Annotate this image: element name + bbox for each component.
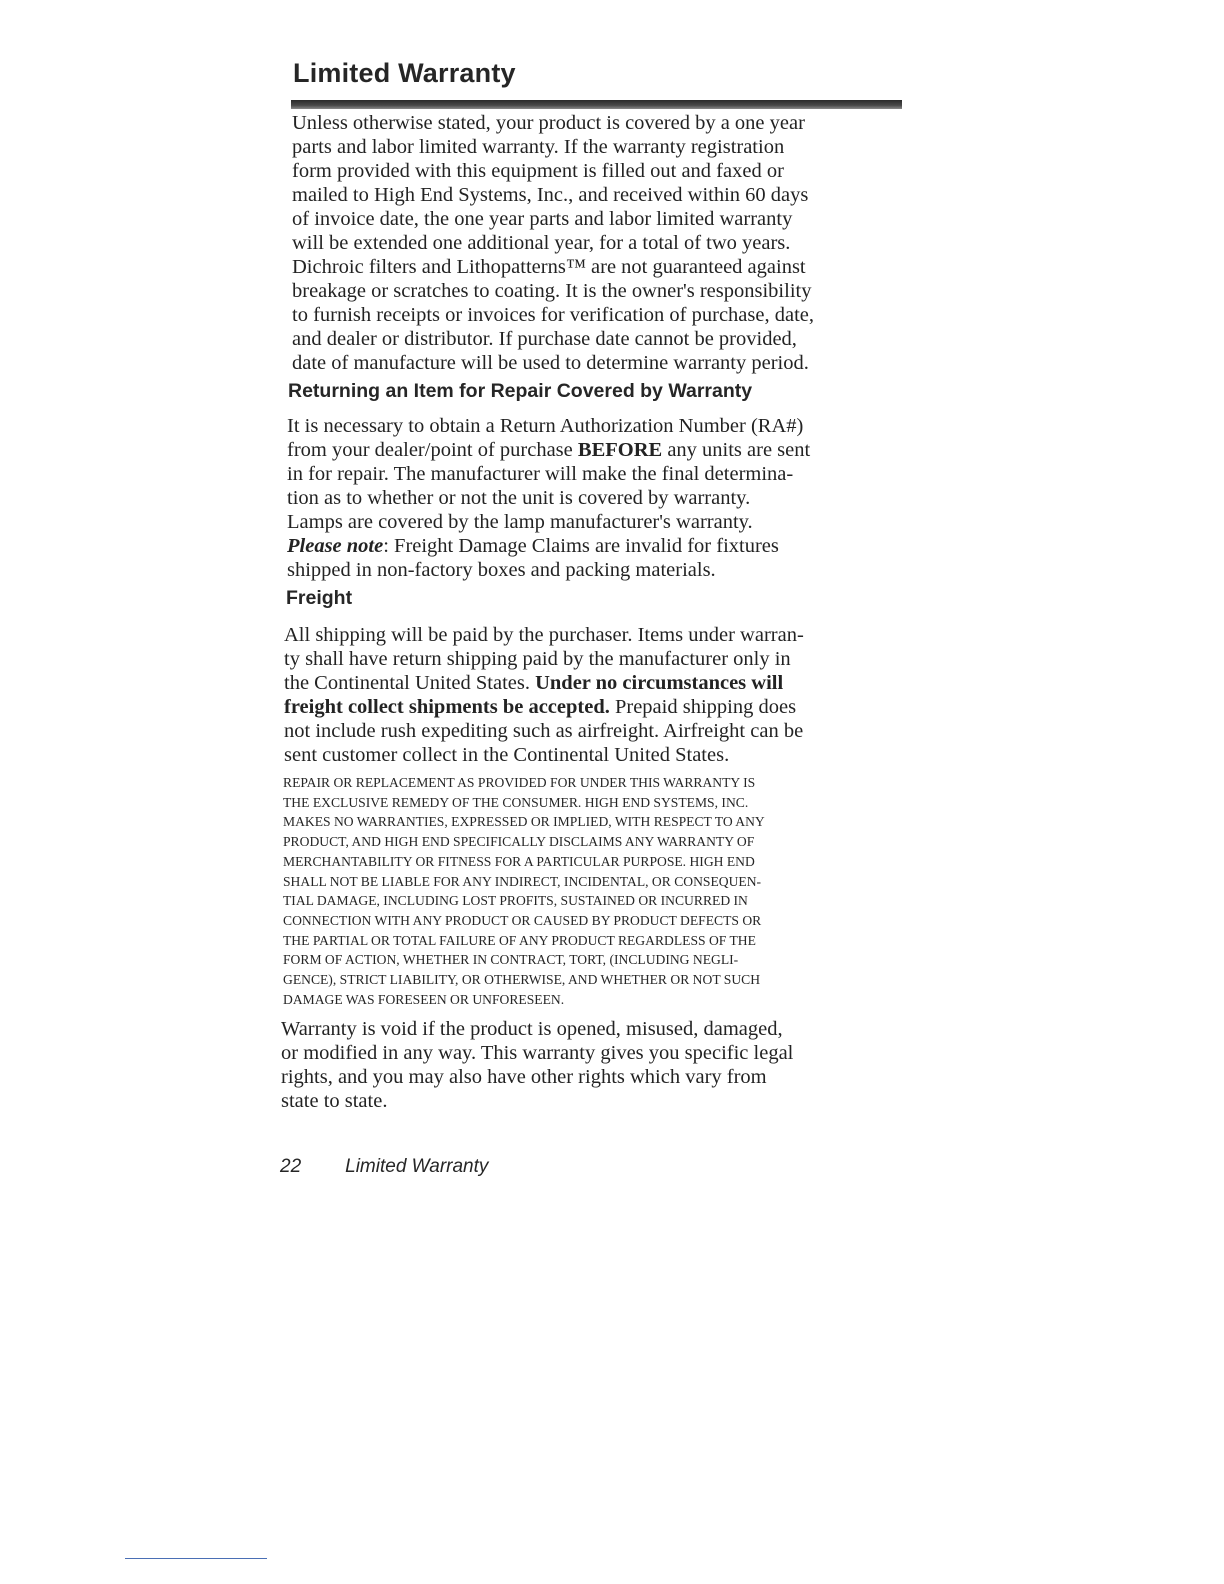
text-line: state to state.: [281, 1090, 388, 1112]
text-line: to furnish receipts or invoices for verification of purchase, date,: [292, 304, 814, 326]
text-line: freight collect shipments be accepted. Prepaid shipping does: [284, 696, 797, 718]
text-line: date of manufacture will be used to determine warranty period.: [292, 352, 809, 374]
text-line: form provided with this equipment is filled out and faxed or: [292, 160, 784, 182]
text-line: or modified in any way. This warranty gives you specific legal: [281, 1042, 794, 1064]
text-line: will be extended one additional year, for a total of two years.: [292, 232, 791, 254]
text-line: from your dealer/point of purchase BEFORE any units are sent: [287, 439, 811, 461]
freight-emphasis: freight collect shipments be accepted.: [284, 696, 610, 718]
void-clause-paragraph: [281, 1017, 793, 1113]
intro-paragraph: [292, 111, 814, 375]
text-line: MAKES NO WARRANTIES, EXPRESSED OR IMPLIED, WITH RESPECT TO ANY: [283, 814, 765, 830]
title-rule: [291, 100, 902, 109]
text-line: GENCE), STRICT LIABILITY, OR OTHERWISE, AND WHETHER OR NOT SUCH: [283, 972, 761, 988]
footer-section-name: Limited Warranty: [345, 1156, 489, 1177]
text-line: mailed to High End Systems, Inc., and received within 60 days: [292, 184, 809, 206]
text-line: All shipping will be paid by the purchaser. Items under warran-: [284, 624, 804, 646]
text-line: shipped in non-factory boxes and packing materials.: [287, 559, 716, 581]
note-label: Please note: [287, 535, 384, 557]
text-line: TIAL DAMAGE, INCLUDING LOST PROFITS, SUSTAINED OR INCURRED IN: [283, 893, 748, 909]
text-line: FORM OF ACTION, WHETHER IN CONTRACT, TORT, (INCLUDING NEGLI-: [283, 952, 739, 968]
text-line: and dealer or distributor. If purchase date cannot be provided,: [292, 328, 797, 350]
text-line: the Continental United States. Under no circumstances will: [284, 672, 784, 694]
page-title: Limited Warranty: [293, 58, 516, 88]
text-line: in for repair. The manufacturer will make the final determina-: [287, 463, 794, 485]
text-line: Please note: Freight Damage Claims are invalid for fixtures: [287, 535, 779, 557]
text-line: REPAIR OR REPLACEMENT AS PROVIDED FOR UNDER THIS WARRANTY IS: [283, 775, 756, 790]
page-number: 22: [280, 1156, 302, 1177]
text-line: Unless otherwise stated, your product is covered by a one year: [292, 112, 805, 134]
text-line: breakage or scratches to coating. It is the owner's responsibility: [292, 280, 812, 302]
text-line: DAMAGE WAS FORESEEN OR UNFORESEEN.: [283, 991, 565, 1007]
text-line: PRODUCT, AND HIGH END SPECIFICALLY DISCLAIMS ANY WARRANTY OF: [283, 834, 755, 850]
text-line: SHALL NOT BE LIABLE FOR ANY INDIRECT, INCIDENTAL, OR CONSEQUEN-: [283, 873, 762, 889]
text-line: MERCHANTABILITY OR FITNESS FOR A PARTICULAR PURPOSE. HIGH END: [283, 853, 755, 869]
repair-paragraph: [287, 414, 810, 582]
text-line: not include rush expediting such as airfreight. Airfreight can be: [284, 720, 804, 742]
text-line: Lamps are covered by the lamp manufacturer's warranty.: [287, 511, 753, 533]
text-line: sent customer collect in the Continental United States.: [284, 744, 730, 766]
text-line: rights, and you may also have other rights which vary from: [281, 1066, 767, 1088]
freight-heading: Freight: [286, 587, 353, 609]
text-line: It is necessary to obtain a Return Authorization Number (RA#): [287, 415, 804, 437]
page-footer: [280, 1156, 488, 1178]
text-line: parts and labor limited warranty. If the warranty registration: [292, 136, 785, 158]
text-line: tion as to whether or not the unit is covered by warranty.: [287, 487, 751, 509]
before-emphasis: BEFORE: [577, 439, 663, 461]
text-line: Warranty is void if the product is opened, misused, damaged,: [281, 1018, 783, 1040]
freight-paragraph: [284, 623, 804, 767]
freight-emphasis: Under no circumstances will: [535, 672, 784, 694]
repair-heading: Returning an Item for Repair Covered by Warranty: [288, 380, 753, 402]
text-line: Dichroic filters and Lithopatterns™ are not guaranteed against: [292, 256, 806, 278]
text-line: THE PARTIAL OR TOTAL FAILURE OF ANY PRODUCT REGARDLESS OF THE: [283, 932, 756, 948]
text-line: ty shall have return shipping paid by the manufacturer only in: [284, 648, 791, 670]
legal-disclaimer: [283, 773, 765, 1009]
text-line: of invoice date, the one year parts and labor limited warranty: [292, 208, 793, 230]
bottom-divider: [125, 1558, 267, 1559]
text-line: CONNECTION WITH ANY PRODUCT OR CAUSED BY PRODUCT DEFECTS OR: [283, 912, 762, 928]
text-line: THE EXCLUSIVE REMEDY OF THE CONSUMER. HIGH END SYSTEMS, INC.: [283, 794, 749, 810]
